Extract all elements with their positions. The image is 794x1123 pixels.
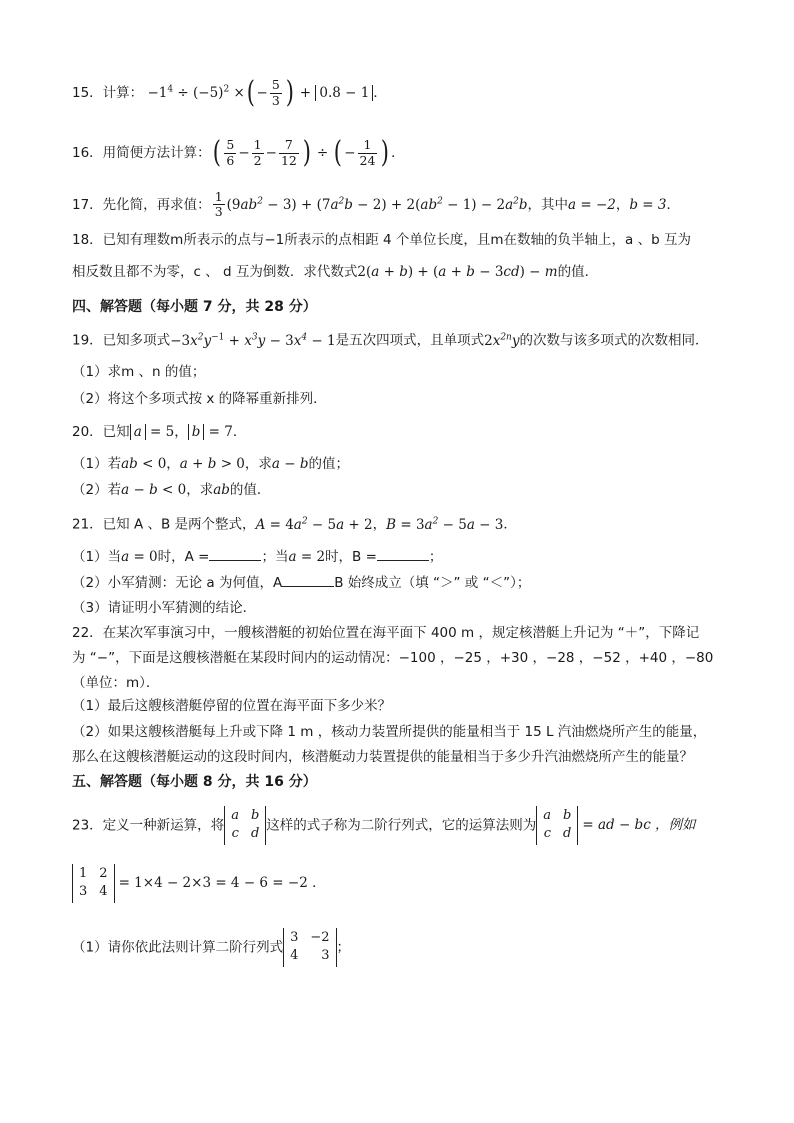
question-21-part-2: （2）小军猜测：无论 a 为何值，A B 始终成立（填 “＞” 或 “＜”）； [72, 575, 531, 591]
question-20: 20．已知 a = 5， b = 7． [72, 424, 247, 440]
question-21-part-3: （3）请证明小军猜测的结论． [72, 600, 257, 616]
determinant-abcd-rule: a b c d [536, 806, 578, 845]
question-18-line-2: 相反数且都不为零，c 、 d 互为倒数．求代数式2(a + b) + (a + b − 3cd) − m的值． [72, 264, 599, 280]
determinant-question: 3 −2 4 3 [283, 928, 336, 967]
answer-blank[interactable] [282, 574, 334, 587]
q17-cond: ，其中 [527, 196, 569, 213]
q17-expression: $(9ab^2 - 3) + (7a^2b - 2) + 2(ab^2 - 1) - 2a^2b$ [226, 196, 528, 213]
question-19: 19．已知多项式$-3x^2y^{-1} + x^3y - 3x^4 - 1$是五次四项式，且单项式$2x^{2n}y$的次数与该多项式的次数相同． [72, 332, 709, 349]
q16-label: 16．用简便方法计算： [72, 145, 211, 161]
q19-polynomial: $-3x^2y^{-1} + x^3y - 3x^4 - 1$ [170, 332, 336, 349]
question-23-example: 1 2 3 4 = 1×4 − 2×3 = 4 − 6 = −2 ． [72, 864, 734, 903]
question-22-part-2b: 那么在这艘核潜艇运动的这段时间内，核潜艇动力装置提供的能量相当于多少升汽油燃烧所产生的能量？ [72, 749, 693, 765]
paren-right: ) [285, 75, 294, 110]
question-16: 16．用简便方法计算：( $\frac{5}{6}$ − $\frac{1}{2}$ − $\frac{7}{12}$ ) ÷ ( − $\frac{1}{24}$ ) ． [72, 135, 405, 170]
determinant-example: 1 2 3 4 [72, 864, 115, 903]
question-22-line-3: （单位：m）． [72, 675, 160, 691]
question-20-part-1: （1）若ab < 0，a + b > 0，求a − b的值； [72, 456, 350, 472]
question-17: 17．先化简，再求值： $\frac{1}{3}$ $(9ab^2 - 3) + (7a^2b - 2) + 2(ab^2 - 1) - 2a^2b$，其中a = −2，b = 3． [72, 189, 680, 220]
question-21-part-1: （1）当a = 0时，A = ；当a = 2时，B = ； [72, 549, 443, 565]
q15-label: 15．计算： [72, 85, 144, 101]
absolute-value: 0.8 − 1 [315, 85, 373, 101]
q17-a-value: a = −2 [568, 196, 616, 213]
answer-blank[interactable] [209, 548, 261, 561]
fraction: $\frac{5}{3}$ [271, 77, 280, 108]
section-4-heading: 四、解答题（每小题 7 分，共 28 分） [72, 299, 317, 315]
question-22-part-1: （1）最后这艘核潜艇停留的位置在海平面下多少米？ [72, 698, 392, 714]
q15-expression: $-1^4 \div (-5)^2$ × [147, 84, 245, 101]
question-21: 21．已知 A 、B 是两个整式，$A = 4a^2 - 5a + 2$，$B = 3a^2 - 5a - 3$． [72, 516, 517, 533]
question-23-part-1: （1）请你依此法则计算二阶行列式 3 −2 4 3 ； [72, 928, 734, 967]
answer-blank[interactable] [377, 548, 429, 561]
section-5-heading: 五、解答题（每小题 8 分，共 16 分） [72, 774, 317, 790]
question-19-part-1: （1）求m 、n 的值； [72, 364, 206, 380]
q16-tail: ． [391, 145, 405, 161]
question-20-part-2: （2）若a − b < 0，求ab的值． [72, 482, 271, 498]
question-15: 15．计算： $-1^4 \div (-5)^2$ ×( − $\frac{5}{3}$ ) + 0.8 − 1 ． [72, 75, 387, 110]
question-18-line-1: 18．已知有理数m所表示的点与−1所表示的点相距 4 个单位长度，且m在数轴的负半轴上，a 、b 互为 [72, 232, 691, 248]
question-22-line-2: 为 “−”，下面是这艘核潜艇在某段时间内的运动情况：−100 ，−25 ，+30 ，−28 ，−52 ，+40 ，−80 [72, 650, 714, 666]
q15-tail: ． [373, 85, 387, 101]
q17-b-value: b = 3 [629, 196, 667, 213]
paren-left: ( [246, 75, 255, 110]
q17-label: 17．先化简，再求值： [72, 196, 211, 213]
determinant-abcd: a b c d [224, 806, 266, 845]
question-19-part-2: （2）将这个多项式按 x 的降幂重新排列． [72, 391, 327, 407]
q19-monomial: $2x^{2n}y$ [484, 332, 520, 349]
question-23: 23．定义一种新运算，将 a b c d 这样的式子称为二阶行列式，它的运算法则为 a b c d = ad − bc ，例如 [72, 806, 734, 845]
question-22-part-2a: （2）如果这艘核潜艇每上升或下降 1 m ，核动力装置所提供的能量相当于 15 L 汽油燃烧所产生的能量， [72, 724, 707, 740]
question-22-line-1: 22．在某次军事演习中，一艘核潜艇的初始位置在海平面下 400 m ，规定核潜艇上升记为 “＋”，下降记 [72, 625, 700, 641]
q18-expression: 2(a + b) + (a + b − 3cd) − m [357, 264, 558, 280]
